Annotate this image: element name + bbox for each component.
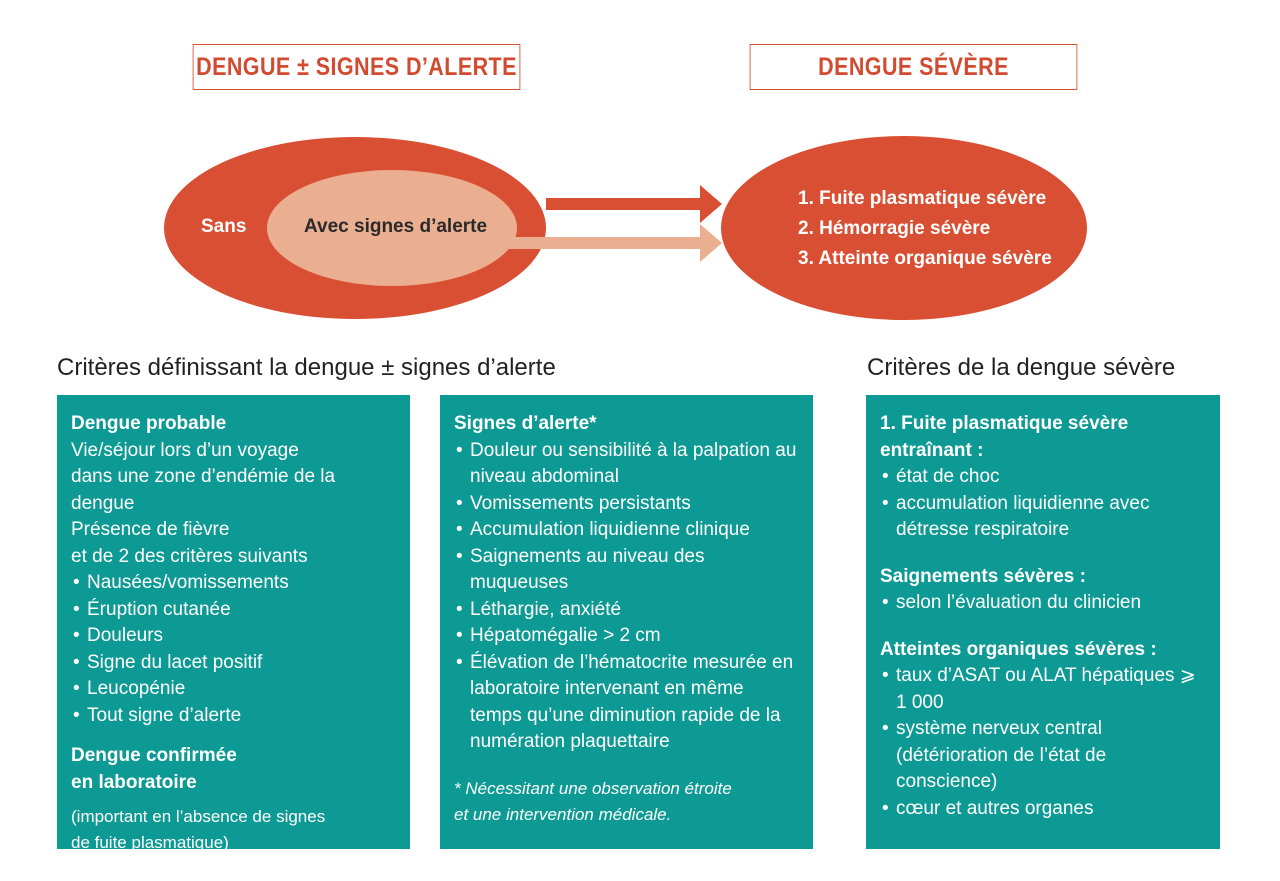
panel3-heading-bleeding: Saignements sévères :	[880, 565, 1086, 587]
label-with-warning-signs: Avec signes d’alerte	[304, 216, 488, 237]
severe-item: 2. Hémorragie sévère	[798, 218, 991, 239]
list-item: • état de choc	[880, 464, 1206, 491]
list-item: • Léthargie, anxiété	[454, 597, 799, 624]
panel3-heading-plasma-sub: entraînant :	[880, 439, 984, 461]
panel-warning-signs	[440, 395, 813, 849]
panel1-confirmed-heading: en laboratoire	[71, 771, 197, 793]
list-item: • Accumulation liquidienne clinique	[454, 517, 799, 544]
panel2-footnote: et une intervention médicale.	[454, 804, 672, 824]
list-item: • Signe du lacet positif	[71, 650, 396, 677]
list-item: • accumulation liquidienne avec détresse respiratoire	[880, 491, 1206, 544]
panel1-line: et de 2 des critères suivants	[71, 545, 308, 567]
header-left-label: DENGUE ± SIGNES D’ALERTE	[196, 52, 517, 81]
label-without-signs: Sans	[201, 216, 247, 237]
list-item: • Leucopénie	[71, 676, 396, 703]
panel3-heading-plasma: 1. Fuite plasmatique sévère	[880, 413, 1129, 434]
panel1-note: de fuite plasmatique)	[71, 833, 229, 852]
list-item: • système nerveux central (détérioration de l’état de conscience)	[880, 716, 1206, 796]
header-right-label: DENGUE SÉVÈRE	[818, 52, 1009, 81]
list-item: • selon l’évaluation du clinicien	[880, 590, 1206, 617]
list-item: • Douleur ou sensibilité à la palpation au niveau abdominal	[454, 438, 799, 491]
section-title-criteria: Critères définissant la dengue ± signes d’alerte	[57, 354, 556, 381]
panel1-confirmed-heading: Dengue confirmée	[71, 745, 237, 766]
panel2-footnote: * Nécessitant une observation étroite	[454, 778, 732, 798]
list-item: • Saignements au niveau des muqueuses	[454, 544, 799, 597]
list-item: • Élévation de l’hématocrite mesurée en laboratoire intervenant en même temps qu’une diminution rapide de la numération plaquettaire	[454, 650, 799, 756]
panel1-note: (important en l’absence de signes	[71, 807, 326, 826]
panel1-line: Présence de fièvre	[71, 519, 230, 540]
severe-criteria-list	[798, 184, 1052, 274]
list-item: • Nausées/vomissements	[71, 570, 396, 597]
arrow-dark	[546, 185, 722, 223]
list-item: • Éruption cutanée	[71, 597, 396, 624]
panel3-heading-organ: Atteintes organiques sévères :	[880, 638, 1157, 660]
severe-item: 1. Fuite plasmatique sévère	[798, 188, 1047, 209]
list-item: • cœur et autres organes	[880, 796, 1206, 823]
panel1-line: dans une zone d’endémie de la dengue	[71, 466, 336, 514]
panel1-line: Vie/séjour lors d’un voyage	[71, 439, 299, 461]
list-item: • Hépatomégalie > 2 cm	[454, 623, 799, 650]
panel-severe-criteria	[866, 395, 1220, 849]
list-item: • Douleurs	[71, 623, 396, 650]
severe-item: 3. Atteinte organique sévère	[798, 248, 1052, 269]
section-title-severe: Critères de la dengue sévère	[867, 354, 1176, 381]
panel-probable-dengue	[57, 395, 410, 852]
list-item: • Vomissements persistants	[454, 491, 799, 518]
panel1-heading: Dengue probable	[71, 413, 227, 434]
list-item: • taux d’ASAT ou ALAT hépatiques ⩾ 1 000	[880, 663, 1206, 716]
list-item: • Tout signe d’alerte	[71, 703, 396, 730]
panel2-heading: Signes d’alerte*	[454, 413, 597, 434]
